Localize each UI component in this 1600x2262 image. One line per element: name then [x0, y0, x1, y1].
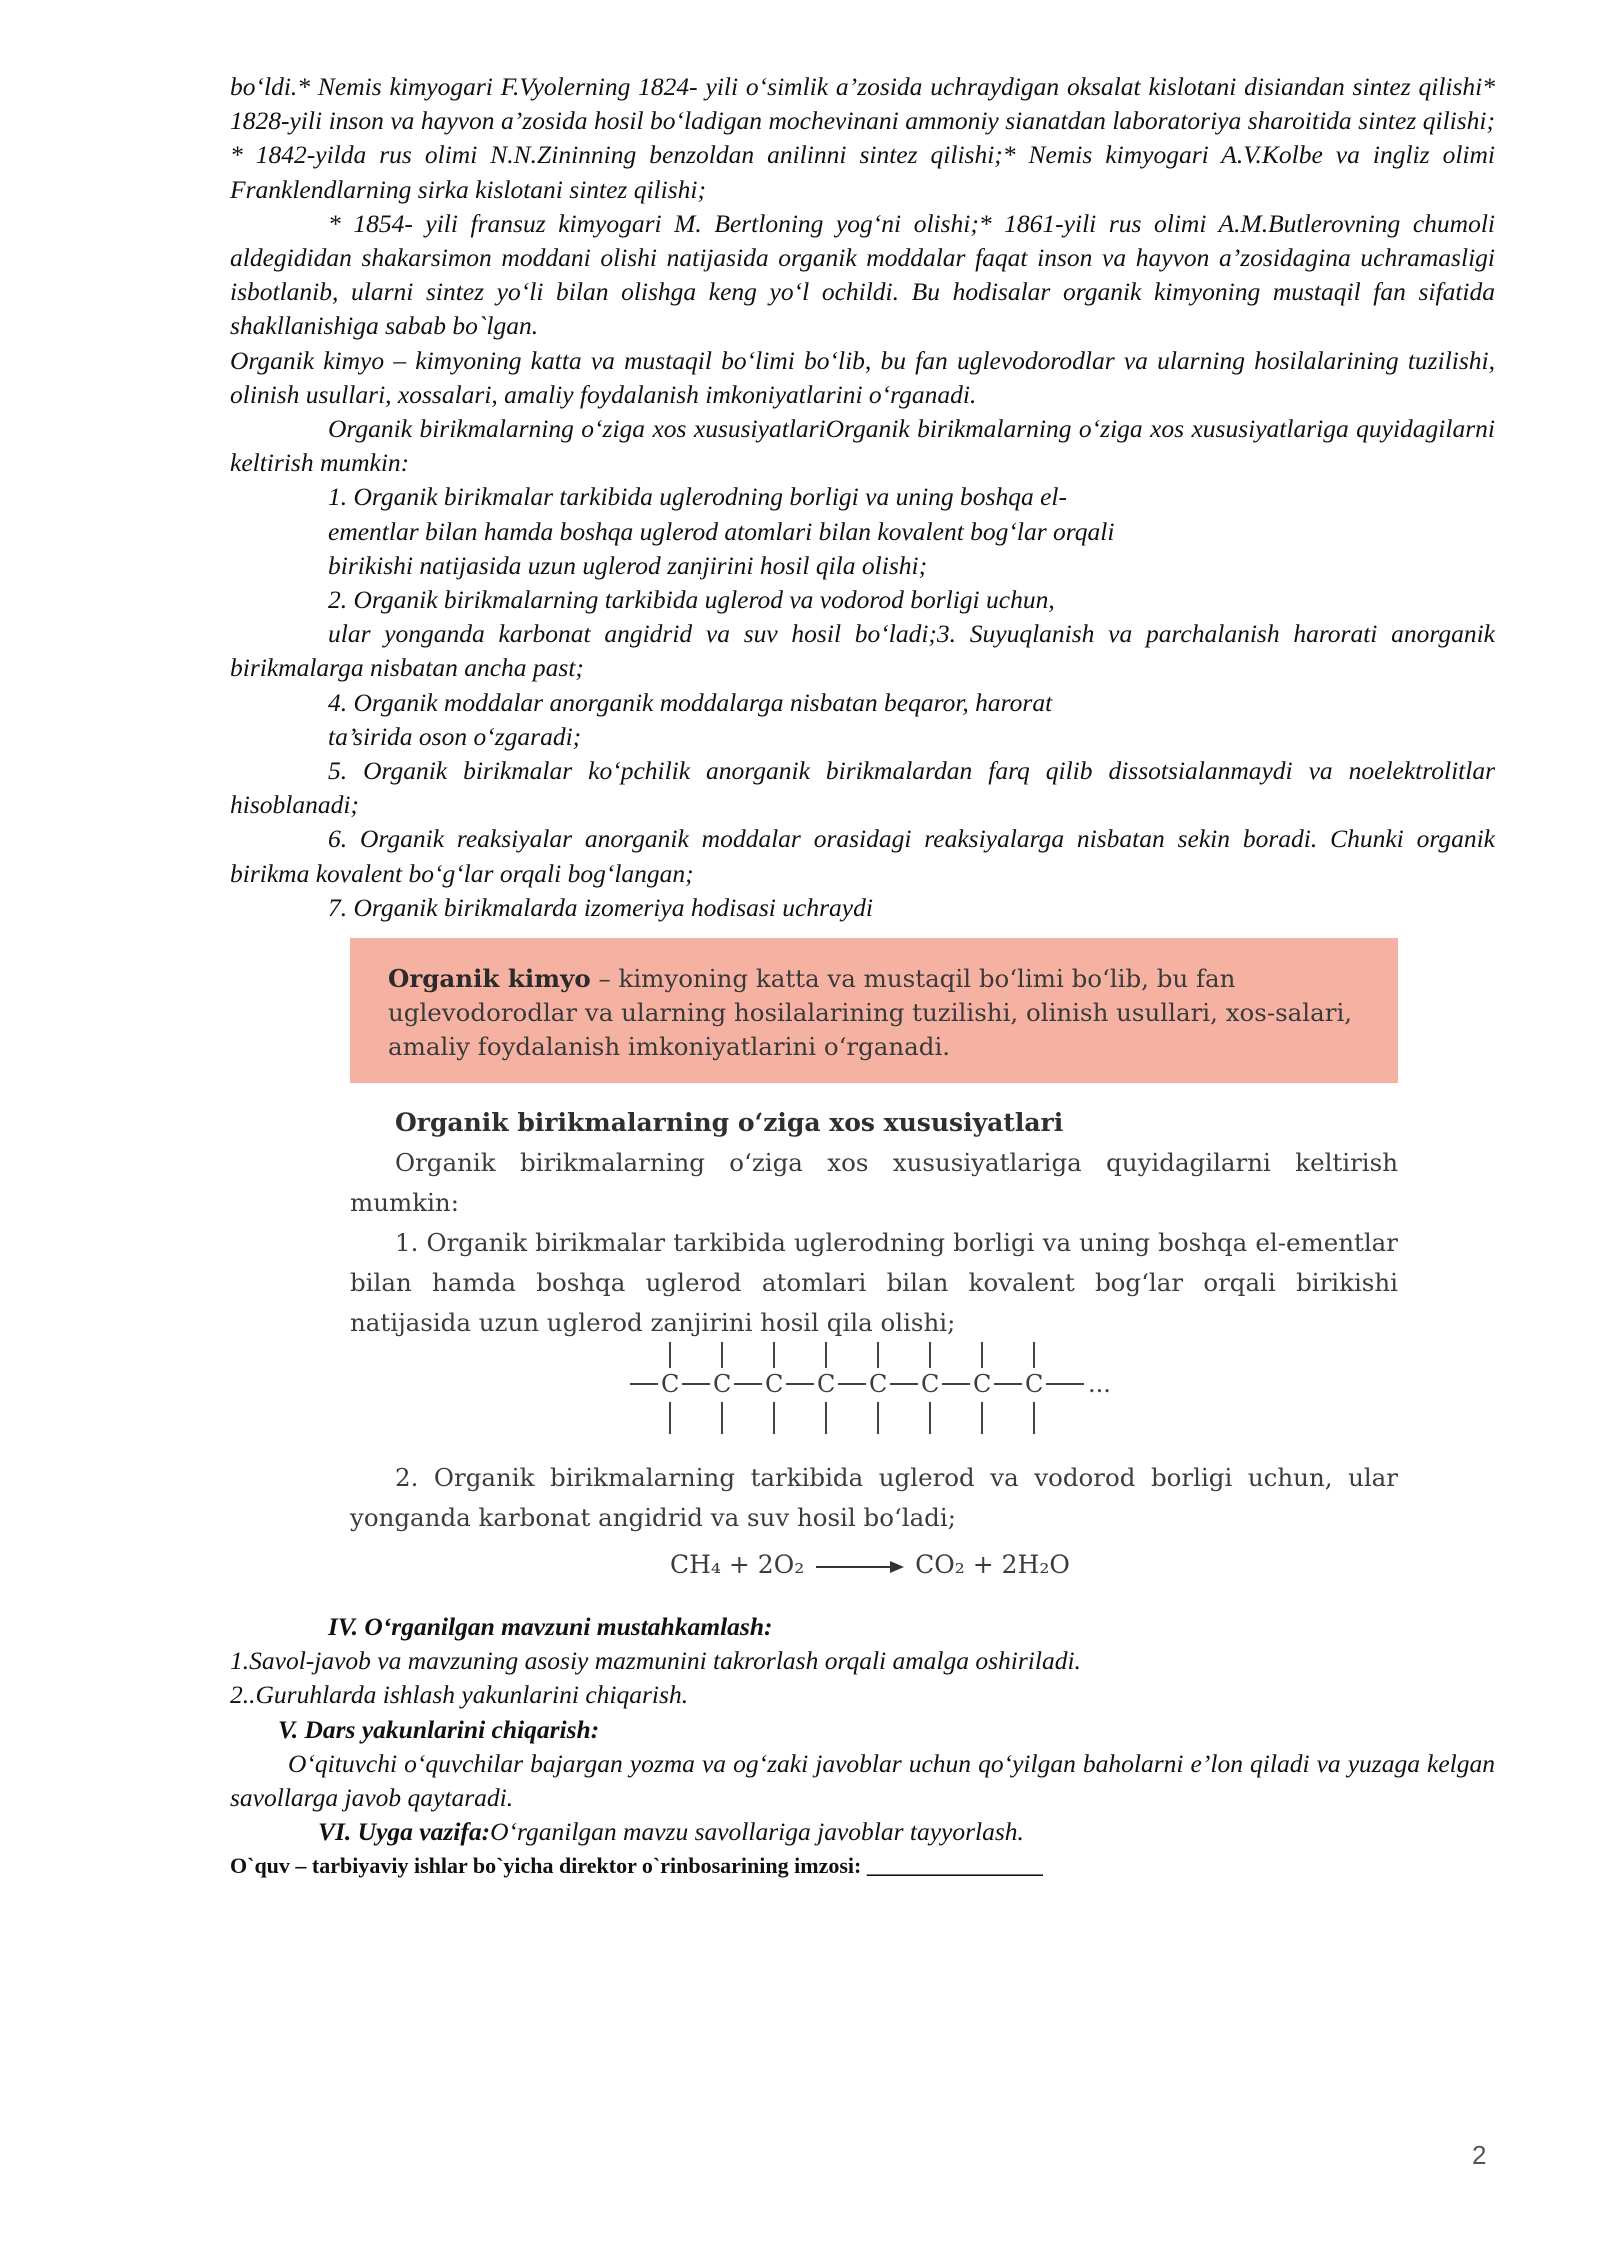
- page-number: 2: [1472, 2140, 1487, 2170]
- lesson-closing-sections: [230, 1610, 1495, 1879]
- equation-products: CO₂ + 2H₂O: [915, 1550, 1070, 1579]
- section-5-text: O‘qituvchi o‘quvchilar bajargan yozma va og‘zaki javoblar uchun qo‘yilgan baholarni e’lon qiladi va yuzaga kelgan savollarga javob qaytaradi.: [230, 1748, 1495, 1813]
- section-5-title: V. Dars yakunlarini chiqarish:: [278, 1714, 600, 1744]
- chain-carbon-atom: C: [661, 1370, 680, 1398]
- paragraph-definition: Organik kimyo – kimyoning katta va mustaqil bo‘limi bo‘lib, bu fan uglevodorodlar va ularning hosilalarining tuzilishi, olinish usullari, xossalari, amaliy foydalanish imkoniyatlarini o‘rganadi.: [230, 345, 1495, 409]
- document-page: [230, 70, 1495, 925]
- paragraph-history: bo‘ldi.* Nemis kimyogari F.Vyolerning 1824- yili o‘simlik a’zosida uchraydigan oksalat kislotani disiandan sintez qilishi* 1828-yili inson va hayvon a’zosida hosil bo‘ladigan mochevinani ammoniy sianatdan laboratoriya sharoitida sintez qilishi; * 1842-yilda rus olimi N.N.Zininning benzoldan anilinni sintez qilishi;* Nemis kimyogari A.V.Kolbe va ingliz olimi Franklendlarning sirka kislotani sintez qilishi;: [230, 72, 1495, 204]
- scan-heading: Organik birikmalarning o‘ziga xos xususiyatlari: [395, 1108, 1064, 1137]
- reaction-arrow-icon: [812, 1557, 907, 1577]
- chain-continuation: ...: [1088, 1370, 1111, 1398]
- definition-box: [350, 938, 1398, 1083]
- chain-carbon-atom: C: [973, 1370, 992, 1398]
- section-6: [230, 1815, 1495, 1849]
- feature-6: 6. Organik reaksiyalar anorganik moddalar orasidagi reaksiyalarga nisbatan sekin boradi. Chunki organik birikma kovalent bo‘g‘lar orqali bog‘langan;: [230, 824, 1495, 888]
- feature-2-3: ular yonganda karbonat angidrid va suv hosil bo‘ladi;3. Suyuqlanish va parchalanish harorati anorganik birikmalarga nisbatan ancha past;: [230, 619, 1495, 683]
- chain-carbon-atom: C: [1025, 1370, 1044, 1398]
- paragraph-features-intro: Organik birikmalarning o‘ziga xos xususiyatlariOrganik birikmalarning o‘ziga xos xususiyatlariga quyidagilarni keltirish mumkin:: [230, 414, 1495, 478]
- chain-carbon-atom: C: [765, 1370, 784, 1398]
- feature-5: 5. Organik birikmalar ko‘pchilik anorganik birikmalardan farq qilib dissotsialanmaydi va noelektrolitlar hisoblanadi;: [230, 756, 1495, 820]
- chain-carbon-atom: C: [921, 1370, 940, 1398]
- feature-1-line-a: 1. Organik birikmalar tarkibida uglerodning borligi va uning boshqa el-: [328, 482, 1067, 512]
- section-4-line-1: 1.Savol-javob va mavzuning asosiy mazmunini takrorlash orqali amalga oshiriladi.: [230, 1646, 1081, 1676]
- signature-line: O`quv – tarbiyaviy ishlar bo`yicha direktor o`rinbosarining imzosi: ________________: [230, 1853, 1043, 1879]
- definition-box-text: [388, 962, 1368, 1064]
- equation-reactants: CH₄ + 2O₂: [670, 1550, 805, 1579]
- feature-2-line-a: 2. Organik birikmalarning tarkibida uglerod va vodorod borligi uchun,: [328, 585, 1055, 615]
- feature-4-line-a: 4. Organik moddalar anorganik moddalarga nisbatan beqaror, harorat: [328, 687, 1053, 717]
- scan-intro: Organik birikmalarning o‘ziga xos xususiyatlariga quyidagilarni keltirish mumkin:: [350, 1148, 1398, 1217]
- feature-4-line-b: ta’sirida oson o‘zgaradi;: [328, 721, 582, 751]
- chain-carbon-atom: C: [817, 1370, 836, 1398]
- section-6-title: VI. Uyga vazifa:: [318, 1817, 491, 1847]
- definition-term: Organik kimyo: [388, 964, 591, 993]
- definition-body: – kimyoning katta va mustaqil bo‘limi bo‘lib, bu fan uglevodorodlar va ularning hosilalarining tuzilishi, olinish usullari, xos-salari, amaliy foydalanish imkoniyatlarini o‘rganadi.: [388, 964, 1353, 1061]
- section-4-title: IV. O‘rganilgan mavzuni mustahkamlash:: [328, 1612, 773, 1641]
- feature-1-line-b: ementlar bilan hamda boshqa uglerod atomlari bilan kovalent bog‘lar orqali: [328, 516, 1115, 546]
- scan-item-1: 1. Organik birikmalar tarkibida uglerodning borligi va uning boshqa el-ementlar bilan hamda boshqa uglerod atomlari bilan kovalent bog‘lar orqali birikishi natijasida uzun uglerod zanjirini hosil qila olishi;: [350, 1228, 1398, 1337]
- feature-7: 7. Organik birikmalarda izomeriya hodisasi uchraydi: [328, 892, 873, 922]
- paragraph-history-2: * 1854- yili fransuz kimyogari M. Bertloning yog‘ni olishi;* 1861-yili rus olimi A.M.Butlerovning chumoli aldegididan shakarsimon moddani olishi natijasida organik moddalar faqat inson va hayvon a’zosidagina uchramasligi isbotlanib, ularni sintez yo‘li bilan olishga keng yo‘l ochildi. Bu hodisalar organik kimyoning mustaqil fan sifatida shakllanishiga sabab bo`lgan.: [230, 208, 1495, 341]
- section-4-line-2: 2..Guruhlarda ishlash yakunlarini chiqarish.: [230, 1680, 689, 1710]
- chain-carbon-atom: C: [713, 1370, 732, 1398]
- scan-item-2: 2. Organik birikmalarning tarkibida uglerod va vodorod borligi uchun, ular yonganda karbonat angidrid va suv hosil bo‘ladi;: [350, 1463, 1398, 1532]
- section-6-text: O‘rganilgan mavzu savollariga javoblar tayyorlash.: [490, 1817, 1024, 1847]
- combustion-equation: [670, 1550, 1070, 1579]
- chain-carbon-atom: C: [869, 1370, 888, 1398]
- scanned-textbook-excerpt: [350, 938, 1400, 1588]
- feature-1-line-c: birikishi natijasida uzun uglerod zanjirini hosil qila olishi;: [328, 550, 928, 580]
- carbon-chain-diagram: [630, 1338, 1190, 1438]
